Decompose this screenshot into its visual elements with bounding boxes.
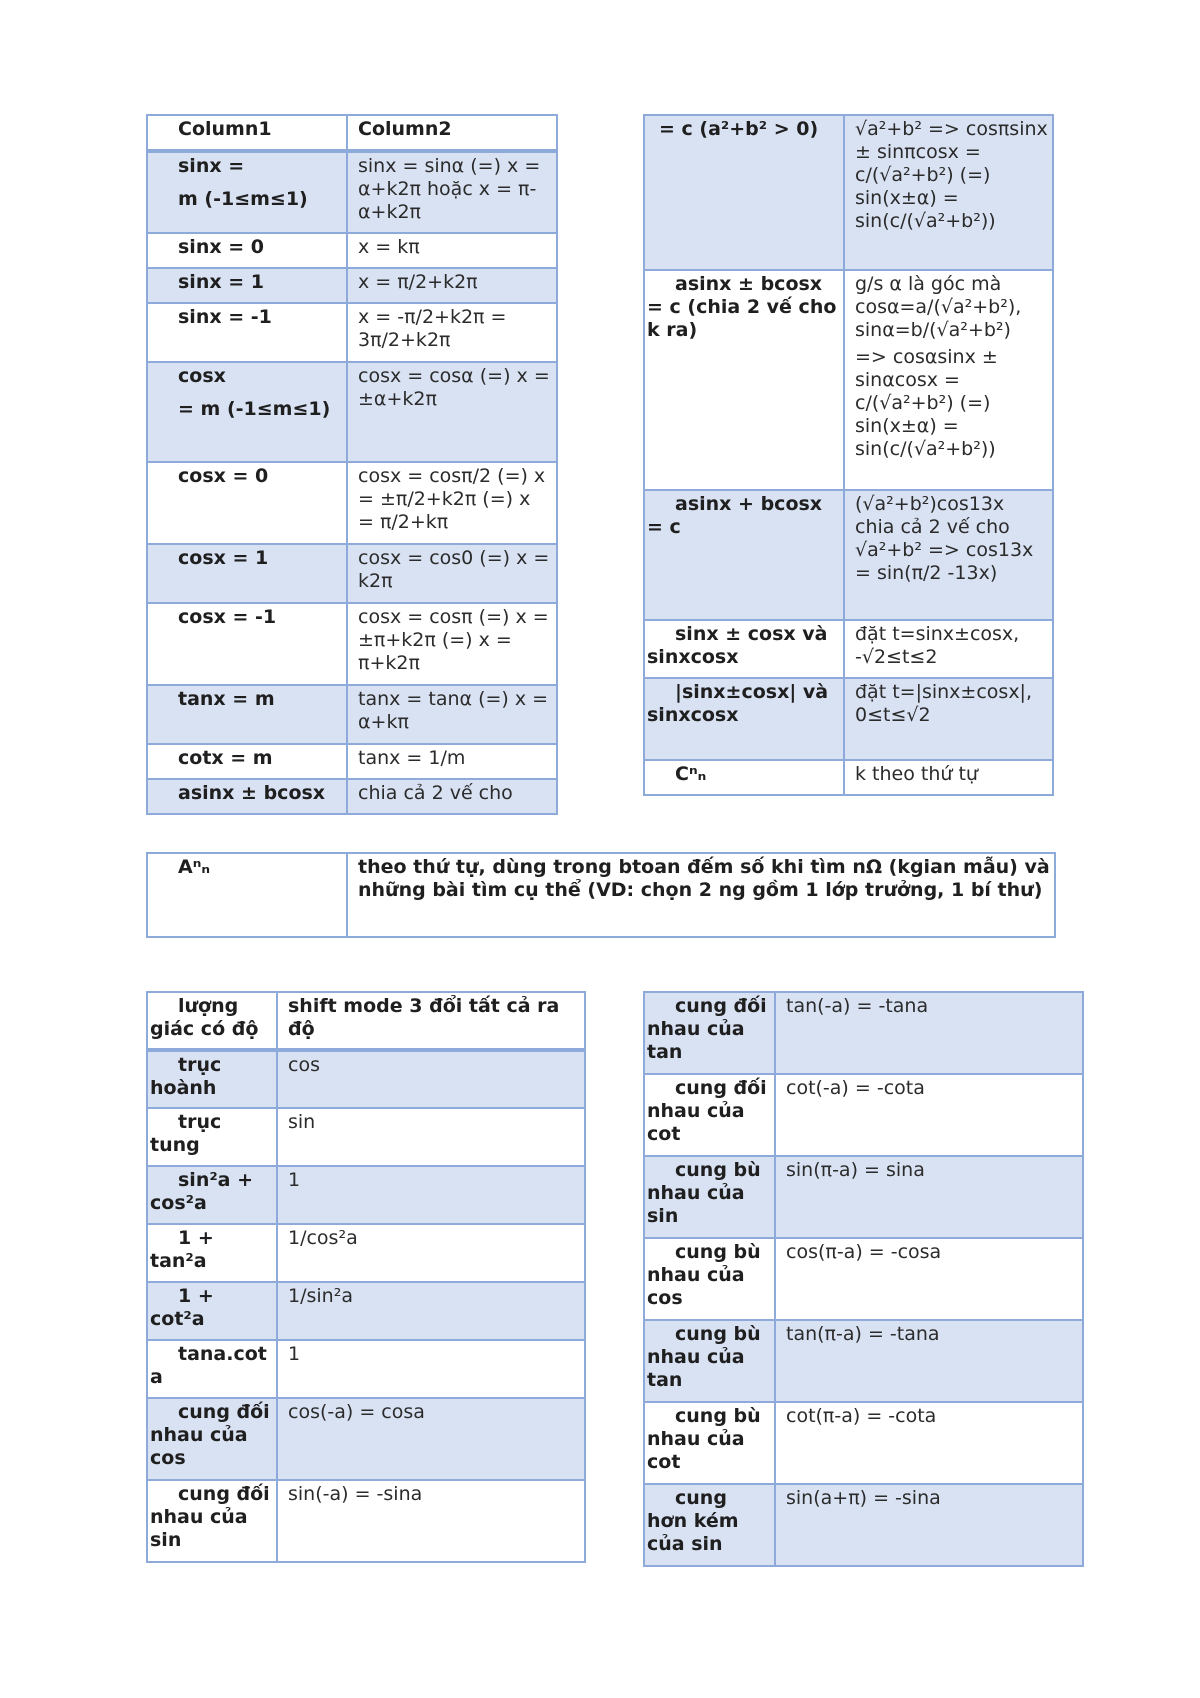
table-row: [147, 685, 557, 744]
key-cell: asinx ± bcosx = c (chia 2 vế cho k ra): [644, 270, 844, 490]
value-cell: √a²+b² => cosπsinx ± sinπcosx = c/(√a²+b²) (=) sin(x±α) = sin(c/(√a²+b²)): [844, 115, 1053, 270]
table-asinx-bcosx: [643, 114, 1054, 796]
table-row: [644, 1484, 1083, 1566]
value-cell: (√a²+b²)cos13x chia cả 2 vế cho √a²+b² => cos13x = sin(π/2 -13x): [844, 490, 1053, 620]
table-row: [147, 303, 557, 362]
key-cell: trục tung: [147, 1108, 277, 1166]
key-cell: cung bù nhau của sin: [644, 1156, 775, 1238]
table-header-row: [147, 115, 557, 151]
key-cell: sinx = m (-1≤m≤1): [147, 151, 347, 233]
table-row: [147, 1108, 585, 1166]
table-row: [644, 1156, 1083, 1238]
key-cell: cosx = 1: [147, 544, 347, 603]
key-cell: cung đối nhau của cos: [147, 1398, 277, 1480]
key-cell: cung đối nhau của cot: [644, 1074, 775, 1156]
header-cell: Column1: [147, 115, 347, 151]
table-row: [147, 1224, 585, 1282]
value-cell: cot(π-a) = -cota: [775, 1402, 1083, 1484]
table-row: [147, 1050, 585, 1108]
value-cell: cos(π-a) = -cosa: [775, 1238, 1083, 1320]
key-cell: cosx = 0: [147, 462, 347, 544]
table-row: [644, 678, 1053, 760]
key-cell: cung đối nhau của tan: [644, 992, 775, 1074]
key-cell: Aⁿₙ: [147, 853, 347, 937]
value-cell: 1/sin²a: [277, 1282, 585, 1340]
key-cell: cung bù nhau của cot: [644, 1402, 775, 1484]
table-row: [644, 1402, 1083, 1484]
value-cell: chia cả 2 vế cho: [347, 779, 557, 814]
header-cell: Column2: [347, 115, 557, 151]
key-cell: asinx ± bcosx: [147, 779, 347, 814]
key-cell: cung đối nhau của sin: [147, 1480, 277, 1562]
key-cell: sinx = -1: [147, 303, 347, 362]
table-row: [147, 544, 557, 603]
table-identities: [146, 991, 586, 1563]
table-row: [644, 760, 1053, 795]
key-cell: sinx = 1: [147, 268, 347, 303]
table-row: [147, 1166, 585, 1224]
table-row: [147, 853, 1055, 937]
key-cell: asinx + bcosx = c: [644, 490, 844, 620]
key-cell: tana.cota: [147, 1340, 277, 1398]
table-row: [644, 1320, 1083, 1402]
key-cell: sinx ± cosx và sinxcosx: [644, 620, 844, 678]
table-row: [644, 1238, 1083, 1320]
table-related-angles: [643, 991, 1084, 1567]
table-row: [644, 115, 1053, 270]
value-cell: x = kπ: [347, 233, 557, 268]
value-cell: cos: [277, 1050, 585, 1108]
value-cell: cosx = cosα (=) x = ±α+k2π: [347, 362, 557, 462]
table-row: [644, 620, 1053, 678]
key-cell: cung bù nhau của cos: [644, 1238, 775, 1320]
key-cell: cung bù nhau của tan: [644, 1320, 775, 1402]
value-cell: cosx = cosπ (=) x = ±π+k2π (=) x = π+k2π: [347, 603, 557, 685]
value-cell: 1: [277, 1166, 585, 1224]
value-cell: sin(π-a) = sina: [775, 1156, 1083, 1238]
table-row: [644, 1074, 1083, 1156]
key-cell: Cⁿₙ: [644, 760, 844, 795]
value-cell: đặt t=|sinx±cosx|, 0≤t≤√2: [844, 678, 1053, 760]
key-cell: sin²a + cos²a: [147, 1166, 277, 1224]
key-cell: lượng giác có độ: [147, 992, 277, 1050]
table-row: [644, 490, 1053, 620]
value-cell: tan(π-a) = -tana: [775, 1320, 1083, 1402]
value-cell: cos(-a) = cosa: [277, 1398, 585, 1480]
value-cell: 1/cos²a: [277, 1224, 585, 1282]
value-cell: tan(-a) = -tana: [775, 992, 1083, 1074]
table-row: [147, 233, 557, 268]
key-cell: cung hơn kém của sin: [644, 1484, 775, 1566]
value-cell: cot(-a) = -cota: [775, 1074, 1083, 1156]
table-row: [147, 603, 557, 685]
value-cell: sin: [277, 1108, 585, 1166]
key-cell: trục hoành: [147, 1050, 277, 1108]
table-row: [147, 1398, 585, 1480]
value-cell: sin(a+π) = -sina: [775, 1484, 1083, 1566]
table-row: [147, 779, 557, 814]
table-row: [644, 992, 1083, 1074]
value-cell: đặt t=sinx±cosx, -√2≤t≤2: [844, 620, 1053, 678]
value-cell: sin(-a) = -sina: [277, 1480, 585, 1562]
table-row: [147, 1282, 585, 1340]
value-cell: tanx = 1/m: [347, 744, 557, 779]
value-cell: x = π/2+k2π: [347, 268, 557, 303]
table-row: [147, 744, 557, 779]
key-cell: cotx = m: [147, 744, 347, 779]
value-cell: g/s α là góc mà cosα=a/(√a²+b²), sinα=b/(√a²+b²) => cosαsinx ± sinαcosx = c/(√a²+b²) (=) sin(x±α) = sin(c/(√a²+b²)): [844, 270, 1053, 490]
table-arrangement: [146, 852, 1056, 938]
value-cell: theo thứ tự, dùng trong btoan đếm số khi tìm nΩ (kgian mẫu) và những bài tìm cụ thể (VD: chọn 2 ng gồm 1 lớp trưởng, 1 bí thư): [347, 853, 1055, 937]
key-cell: tanx = m: [147, 685, 347, 744]
value-cell: k theo thứ tự: [844, 760, 1053, 795]
table-row: [147, 268, 557, 303]
key-cell: cosx = m (-1≤m≤1): [147, 362, 347, 462]
key-cell: 1 + tan²a: [147, 1224, 277, 1282]
value-cell: x = -π/2+k2π = 3π/2+k2π: [347, 303, 557, 362]
value-cell: sinx = sinα (=) x = α+k2π hoặc x = π-α+k2π: [347, 151, 557, 233]
table-row: [147, 462, 557, 544]
table-row: [147, 362, 557, 462]
table-row: [147, 1340, 585, 1398]
table-row: [147, 1480, 585, 1562]
table-basic-equations: [146, 114, 558, 815]
key-cell: |sinx±cosx| và sinxcosx: [644, 678, 844, 760]
table-header-row: [147, 992, 585, 1050]
value-cell: tanx = tanα (=) x = α+kπ: [347, 685, 557, 744]
key-cell: 1 + cot²a: [147, 1282, 277, 1340]
key-cell: cosx = -1: [147, 603, 347, 685]
value-cell: shift mode 3 đổi tất cả ra độ: [277, 992, 585, 1050]
key-cell: = c (a²+b² > 0): [644, 115, 844, 270]
table-row: [644, 270, 1053, 490]
table-row: [147, 151, 557, 233]
key-cell: sinx = 0: [147, 233, 347, 268]
value-cell: cosx = cosπ/2 (=) x = ±π/2+k2π (=) x = π/2+kπ: [347, 462, 557, 544]
value-cell: cosx = cos0 (=) x = k2π: [347, 544, 557, 603]
value-cell: 1: [277, 1340, 585, 1398]
